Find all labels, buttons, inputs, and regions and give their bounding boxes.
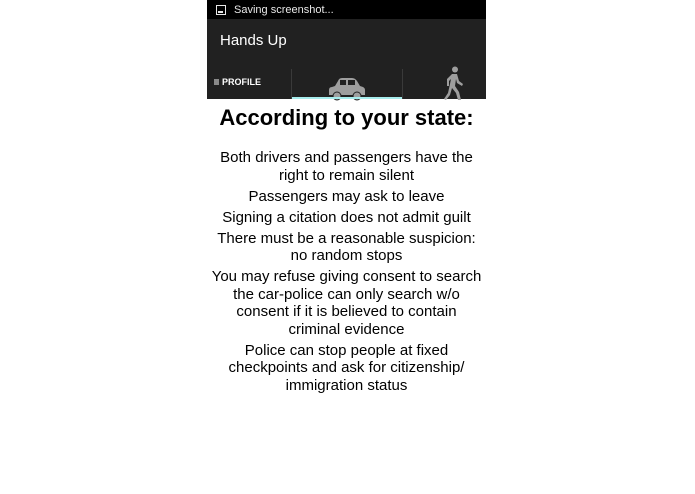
rights-item: Both drivers and passengers have the right to remain silent: [220, 149, 473, 184]
image-icon: [216, 5, 226, 15]
rights-content: [207, 99, 486, 398]
walking-person-icon: [442, 66, 466, 100]
rights-item: There must be a reasonable suspicion: no random stops: [217, 229, 476, 264]
tab-profile-label: PROFILE: [222, 76, 262, 87]
notification-text: Saving screenshot...: [234, 3, 334, 16]
profile-icon: [214, 79, 219, 85]
action-bar: [207, 19, 486, 64]
rights-item: Police can stop people at fixed checkpoints and ask for citizenship/ immigration status: [228, 341, 465, 394]
rights-item: Signing a citation does not admit guilt: [222, 208, 471, 226]
tab-walking[interactable]: [403, 64, 486, 99]
tab-strip: [207, 64, 486, 99]
page-heading: According to your state:: [219, 105, 474, 130]
rights-item: Passengers may ask to leave: [248, 187, 445, 205]
tab-profile[interactable]: [207, 64, 291, 99]
tab-car[interactable]: [292, 64, 402, 99]
phone-screen: [207, 0, 486, 494]
rights-item: You may refuse giving consent to search the car-police can only search w/o consent if it is believed to contain criminal evidence: [211, 268, 482, 338]
rights-list: [207, 149, 486, 394]
status-bar: [207, 0, 486, 19]
app-title: Hands Up: [220, 32, 287, 49]
